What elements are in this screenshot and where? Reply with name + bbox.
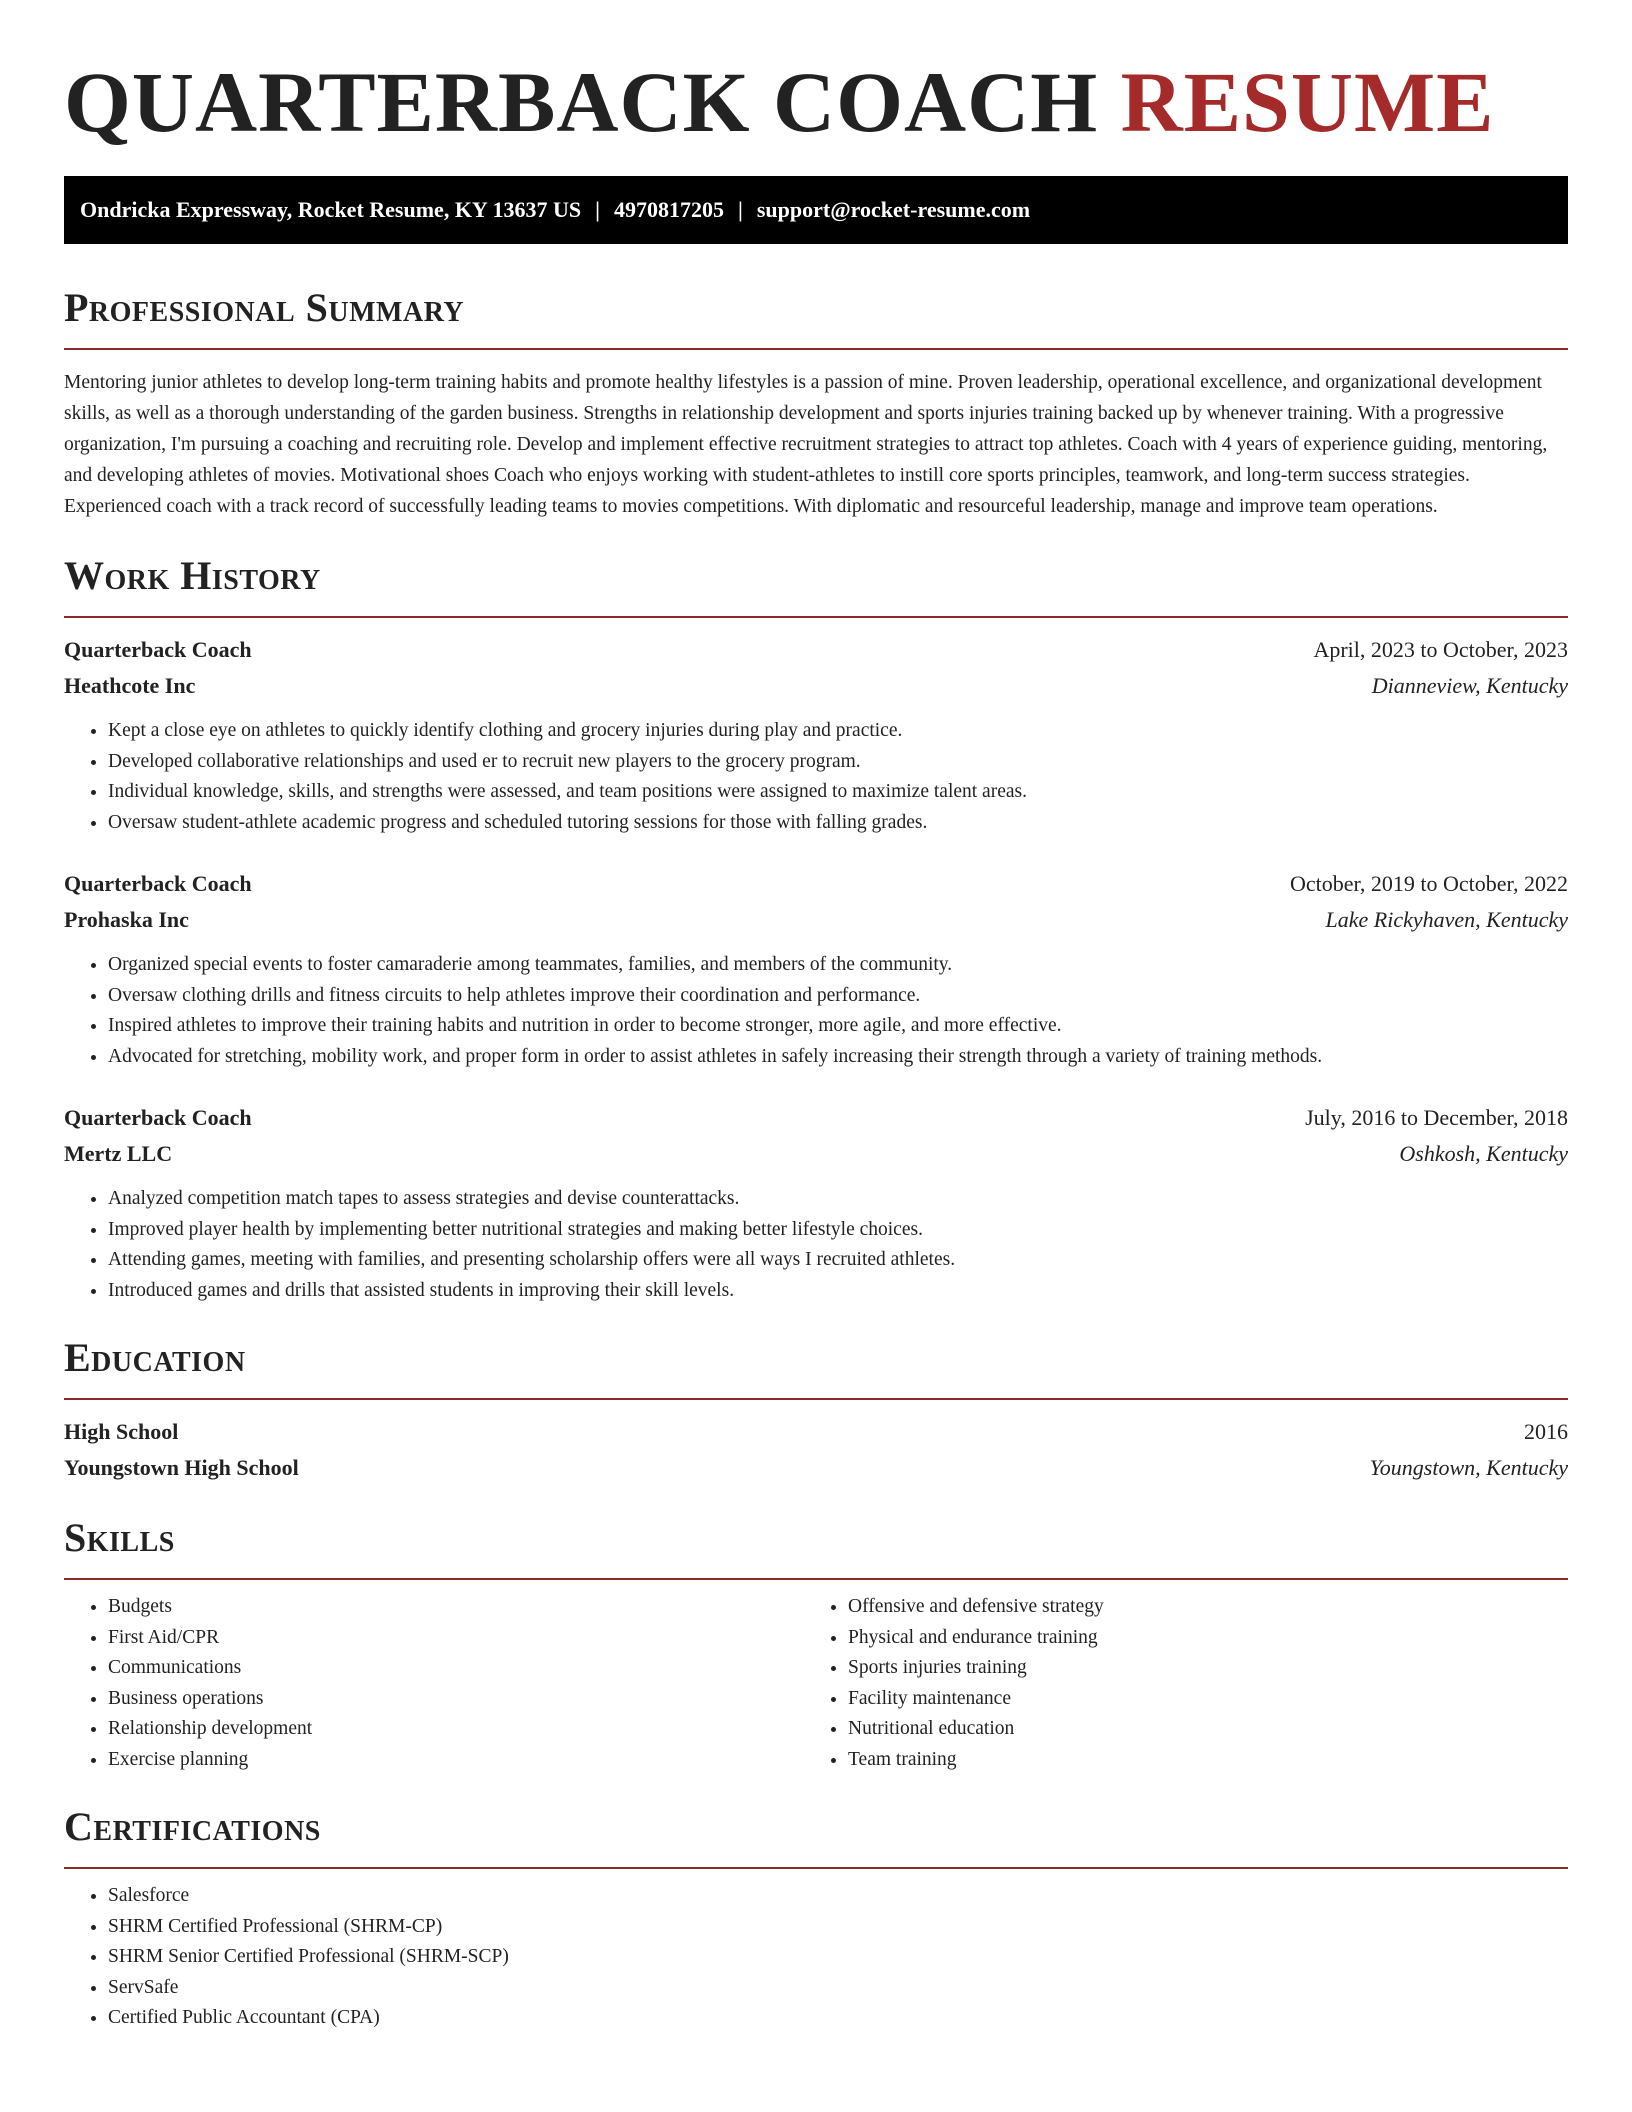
summary-section xyxy=(64,282,1568,522)
education-school-row xyxy=(64,1450,1568,1486)
skill-item: • Communications xyxy=(108,1653,804,1684)
certifications-list xyxy=(64,1881,1568,2034)
section-divider xyxy=(64,1398,1568,1400)
certifications-heading: Certifications xyxy=(64,1804,321,1849)
job-bullet: • Introduced games and drills that assisted students in improving their skill levels. xyxy=(108,1276,1568,1307)
job-bullet: • Oversaw student-athlete academic progress and scheduled tutoring sessions for those with falling grades. xyxy=(108,808,1568,839)
job-title: Quarterback Coach xyxy=(64,1105,252,1130)
job-title: Quarterback Coach xyxy=(64,637,252,662)
job-entry xyxy=(64,632,1568,838)
job-bullet: • Organized special events to foster camaraderie among teammates, families, and members of the community. xyxy=(108,950,1568,981)
job-bullet: • Individual knowledge, skills, and strengths were assessed, and team positions were assigned to maximize talent areas. xyxy=(108,777,1568,808)
job-bullets xyxy=(64,950,1568,1072)
job-entry xyxy=(64,866,1568,1072)
job-dates: April, 2023 to October, 2023 xyxy=(1313,637,1568,662)
job-dates: October, 2019 to October, 2022 xyxy=(1289,871,1568,896)
section-divider xyxy=(64,348,1568,350)
education-entry xyxy=(64,1414,1568,1486)
section-divider xyxy=(64,1578,1568,1580)
summary-heading: Professional Summary xyxy=(64,285,465,330)
skills-section xyxy=(64,1512,1568,1775)
certification-item: • ServSafe xyxy=(108,1973,1568,2004)
skill-item: • Team training xyxy=(848,1745,1568,1776)
job-company: Prohaska Inc xyxy=(64,907,189,932)
skill-item: • Offensive and defensive strategy xyxy=(848,1592,1568,1623)
certification-item: • SHRM Senior Certified Professional (SHRM-SCP) xyxy=(108,1942,1568,1973)
education-heading: Education xyxy=(64,1335,246,1380)
certification-item: • SHRM Certified Professional (SHRM-CP) xyxy=(108,1912,1568,1943)
certifications-section xyxy=(64,1801,1568,2034)
skill-item: • Exercise planning xyxy=(108,1745,804,1776)
skills-columns xyxy=(64,1592,1568,1775)
job-bullet: • Advocated for stretching, mobility work, and proper form in order to assist athletes in safely increasing their strength through a variety of training methods. xyxy=(108,1042,1568,1073)
job-bullet: • Attending games, meeting with families, and presenting scholarship offers were all ways I recruited athletes. xyxy=(108,1245,1568,1276)
job-company-row xyxy=(64,1136,1568,1172)
skill-item: • Facility maintenance xyxy=(848,1684,1568,1715)
certification-item: • Salesforce xyxy=(108,1881,1568,1912)
education-year: 2016 xyxy=(1524,1419,1568,1444)
education-section xyxy=(64,1332,1568,1486)
contact-separator: | xyxy=(737,197,743,222)
work-section xyxy=(64,550,1568,1306)
job-company-row xyxy=(64,668,1568,704)
education-location: Youngstown, Kentucky xyxy=(1369,1455,1568,1480)
contact-email: support@rocket-resume.com xyxy=(756,197,1031,222)
title-accent: RESUME xyxy=(1120,54,1495,150)
job-bullets xyxy=(64,1184,1568,1306)
skill-item: • Budgets xyxy=(108,1592,804,1623)
job-bullet: • Developed collaborative relationships and used er to recruit new players to the grocery program. xyxy=(108,747,1568,778)
skills-list-right xyxy=(804,1592,1568,1775)
job-dates: July, 2016 to December, 2018 xyxy=(1305,1105,1568,1130)
resume-title xyxy=(64,52,1568,152)
skill-item: • Relationship development xyxy=(108,1714,804,1745)
job-title-row xyxy=(64,632,1568,668)
job-bullet: • Improved player health by implementing better nutritional strategies and making better lifestyle choices. xyxy=(108,1215,1568,1246)
section-divider xyxy=(64,1867,1568,1869)
job-title-row xyxy=(64,866,1568,902)
section-divider xyxy=(64,616,1568,618)
title-main: QUARTERBACK COACH xyxy=(64,54,1099,150)
job-company: Mertz LLC xyxy=(64,1141,173,1166)
job-bullet: • Kept a close eye on athletes to quickly identify clothing and grocery injuries during play and practice. xyxy=(108,716,1568,747)
skills-list-left xyxy=(64,1592,804,1775)
contact-bar xyxy=(64,176,1568,244)
job-company: Heathcote Inc xyxy=(64,673,196,698)
skills-heading: Skills xyxy=(64,1515,175,1560)
job-bullet: • Inspired athletes to improve their training habits and nutrition in order to become stronger, more agile, and more effective. xyxy=(108,1011,1568,1042)
job-entry xyxy=(64,1100,1568,1306)
job-location: Dianneview, Kentucky xyxy=(1371,673,1568,698)
education-degree: High School xyxy=(64,1419,179,1444)
job-title: Quarterback Coach xyxy=(64,871,252,896)
skill-item: • Business operations xyxy=(108,1684,804,1715)
summary-text: Mentoring junior athletes to develop long-term training habits and promote healthy lifestyles is a passion of mine. Proven leadership, operational excellence, and organizational development skills, as well as a thorough understanding of the garden business. Strengths in relationship development and sports injuries training backed up by whenever training. With a progressive organization, I'm pursuing a coaching and recruiting role. Develop and implement effective recruitment strategies to attract top athletes. Coach with 4 years of experience guiding, mentoring, and developing athletes of movies. Motivational shoes Coach who enjoys working with student-athletes to instill core sports principles, teamwork, and long-term success strategies. Experienced coach with a track record of successfully leading teams to movies competitions. With diplomatic and resourceful leadership, manage and improve team operations. xyxy=(64,372,1548,517)
job-company-row xyxy=(64,902,1568,938)
education-degree-row xyxy=(64,1414,1568,1450)
contact-separator: | xyxy=(595,197,600,222)
contact-phone: 4970817205 xyxy=(613,197,724,222)
contact-address: Ondricka Expressway, Rocket Resume, KY 13637 US xyxy=(80,197,582,222)
skill-item: • Sports injuries training xyxy=(848,1653,1568,1684)
job-bullet: • Analyzed competition match tapes to assess strategies and devise counterattacks. xyxy=(108,1184,1568,1215)
skill-item: • Nutritional education xyxy=(848,1714,1568,1745)
job-title-row xyxy=(64,1100,1568,1136)
education-school: Youngstown High School xyxy=(64,1455,299,1480)
job-bullets xyxy=(64,716,1568,838)
job-bullet: • Oversaw clothing drills and fitness circuits to help athletes improve their coordination and performance. xyxy=(108,981,1568,1012)
certification-item: • Certified Public Accountant (CPA) xyxy=(108,2003,1568,2034)
skill-item: • First Aid/CPR xyxy=(108,1623,804,1654)
work-heading: Work History xyxy=(64,553,321,598)
skill-item: • Physical and endurance training xyxy=(848,1623,1568,1654)
job-location: Lake Rickyhaven, Kentucky xyxy=(1325,907,1568,932)
job-location: Oshkosh, Kentucky xyxy=(1399,1141,1568,1166)
